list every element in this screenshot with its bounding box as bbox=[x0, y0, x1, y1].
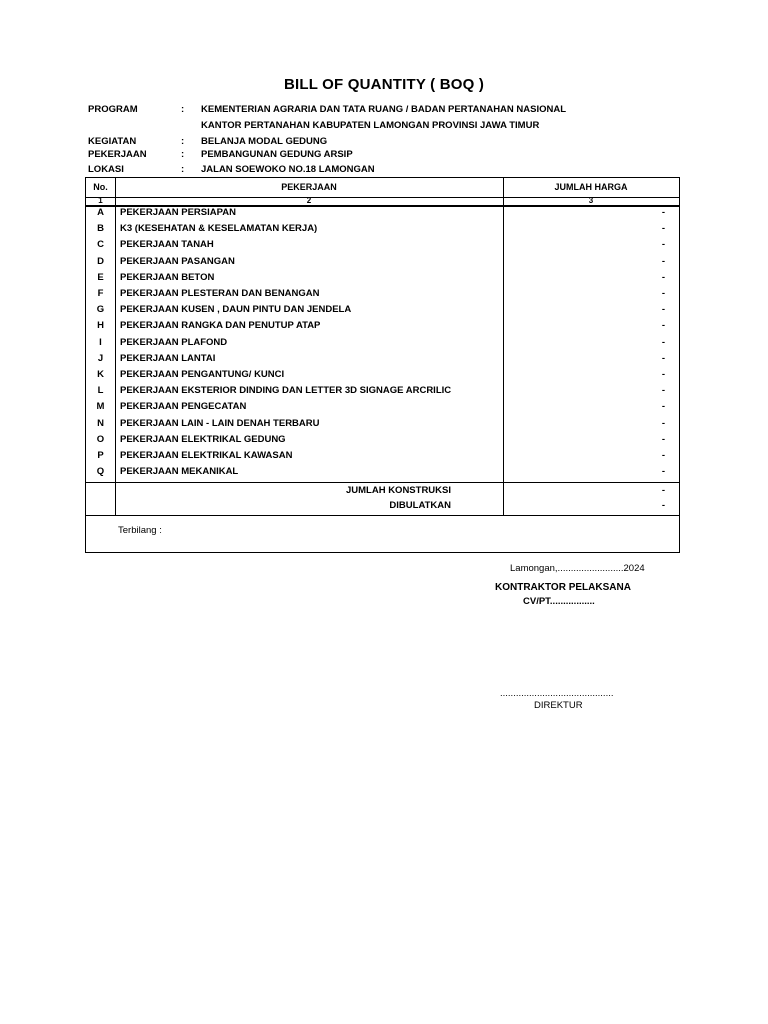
table-row bbox=[86, 432, 679, 448]
info-value: KEMENTERIAN AGRARIA DAN TATA RUANG / BADAN PERTANAHAN NASIONAL bbox=[201, 104, 567, 115]
info-value: BELANJA MODAL GEDUNG bbox=[201, 136, 328, 147]
row-value: - bbox=[661, 450, 665, 461]
table-row bbox=[86, 302, 679, 318]
row-value: - bbox=[661, 401, 665, 413]
place-date: Lamongan,.........................2024 bbox=[510, 563, 645, 574]
row-value: - bbox=[661, 271, 665, 283]
director-title: DIREKTUR bbox=[534, 700, 583, 711]
row-code: N bbox=[97, 417, 104, 429]
jumlah-konstruksi-label: JUMLAH KONSTRUKSI bbox=[345, 485, 451, 496]
row-name: PEKERJAAN EKSTERIOR DINDING DAN LETTER 3D SIGNAGE ARCRILIC bbox=[120, 385, 452, 397]
row-name: PEKERJAAN PENGECATAN bbox=[120, 401, 247, 413]
info-label: KEGIATAN bbox=[88, 136, 137, 147]
row-name: PEKERJAAN ELEKTRIKAL GEDUNG bbox=[120, 433, 286, 445]
info-colon: : bbox=[181, 164, 185, 175]
row-code: A bbox=[97, 207, 104, 218]
contractor-company: CV/PT................. bbox=[523, 596, 595, 607]
table-row bbox=[86, 286, 679, 302]
row-code: D bbox=[97, 255, 104, 267]
table-row bbox=[86, 237, 679, 253]
row-value: - bbox=[661, 207, 665, 218]
header-jumlah-harga: JUMLAH HARGA bbox=[554, 182, 628, 192]
row-name: PEKERJAAN PASANGAN bbox=[120, 255, 235, 267]
row-value: - bbox=[661, 433, 665, 445]
table-row bbox=[86, 399, 679, 415]
header-no: No. bbox=[93, 182, 108, 192]
terbilang-divider bbox=[86, 515, 679, 516]
table-row bbox=[86, 464, 679, 480]
info-colon: : bbox=[181, 149, 185, 160]
row-value: - bbox=[661, 385, 665, 397]
table-row bbox=[86, 383, 679, 399]
row-code: E bbox=[97, 271, 104, 283]
row-name: K3 (KESEHATAN & KESELAMATAN KERJA) bbox=[120, 223, 318, 235]
row-code: L bbox=[97, 385, 104, 397]
row-code: B bbox=[97, 223, 104, 235]
row-code: K bbox=[97, 369, 104, 380]
row-name: PEKERJAAN PLESTERAN DAN BENANGAN bbox=[120, 288, 320, 299]
info-colon: : bbox=[181, 104, 185, 115]
row-value: - bbox=[661, 320, 665, 332]
table-row bbox=[86, 205, 679, 221]
row-name: PEKERJAAN ELEKTRIKAL KAWASAN bbox=[120, 450, 293, 461]
row-name: PEKERJAAN LAIN - LAIN DENAH TERBARU bbox=[120, 417, 320, 429]
row-code: M bbox=[96, 401, 105, 413]
dibulatkan-value: - bbox=[661, 500, 665, 511]
info-label: LOKASI bbox=[88, 164, 124, 175]
row-value: - bbox=[661, 255, 665, 267]
document-title: BILL OF QUANTITY ( BOQ ) bbox=[283, 76, 485, 93]
row-name: PEKERJAAN RANGKA DAN PENUTUP ATAP bbox=[120, 320, 321, 332]
info-value: JALAN SOEWOKO NO.18 LAMONGAN bbox=[201, 164, 375, 175]
table-row bbox=[86, 416, 679, 432]
row-code: H bbox=[97, 320, 104, 332]
row-value: - bbox=[661, 369, 665, 380]
header-pekerjaan: PEKERJAAN bbox=[281, 182, 337, 192]
boq-table bbox=[85, 177, 680, 553]
row-value: - bbox=[661, 336, 665, 348]
colnum-1: 1 bbox=[98, 196, 103, 205]
info-colon: : bbox=[181, 136, 185, 147]
row-code: P bbox=[97, 450, 104, 461]
contractor-role: KONTRAKTOR PELAKSANA bbox=[495, 582, 631, 593]
info-value: PEMBANGUNAN GEDUNG ARSIP bbox=[201, 149, 353, 160]
row-name: PEKERJAAN PENGANTUNG/ KUNCI bbox=[120, 369, 285, 380]
row-value: - bbox=[661, 466, 665, 478]
row-value: - bbox=[661, 239, 665, 251]
terbilang-label: Terbilang : bbox=[118, 525, 162, 536]
row-name: PEKERJAAN BETON bbox=[120, 271, 215, 283]
dibulatkan-label: DIBULATKAN bbox=[389, 500, 451, 511]
info-label: PROGRAM bbox=[88, 104, 138, 115]
row-code: F bbox=[97, 288, 104, 299]
table-row bbox=[86, 318, 679, 334]
info-value: KANTOR PERTANAHAN KABUPATEN LAMONGAN PROVINSI JAWA TIMUR bbox=[201, 120, 540, 131]
row-code: G bbox=[96, 304, 105, 316]
jumlah-konstruksi-value: - bbox=[661, 485, 665, 496]
table-row bbox=[86, 254, 679, 270]
row-name: PEKERJAAN KUSEN , DAUN PINTU DAN JENDELA bbox=[120, 304, 352, 316]
row-code: J bbox=[97, 352, 104, 364]
info-label: PEKERJAAN bbox=[88, 149, 147, 160]
table-row bbox=[86, 367, 679, 383]
row-code: C bbox=[97, 239, 104, 251]
row-code: O bbox=[96, 433, 105, 445]
row-name: PEKERJAAN TANAH bbox=[120, 239, 214, 251]
colnum-3: 3 bbox=[588, 196, 594, 205]
colnum-2: 2 bbox=[306, 196, 312, 205]
row-value: - bbox=[661, 304, 665, 316]
row-name: PEKERJAAN PERSIAPAN bbox=[120, 207, 236, 218]
row-value: - bbox=[661, 223, 665, 235]
row-name: PEKERJAAN PLAFOND bbox=[120, 336, 228, 348]
table-row bbox=[86, 448, 679, 464]
row-code: Q bbox=[96, 466, 105, 478]
table-row bbox=[86, 335, 679, 351]
row-value: - bbox=[661, 417, 665, 429]
row-code: I bbox=[99, 336, 102, 348]
table-row bbox=[86, 270, 679, 286]
row-value: - bbox=[661, 288, 665, 299]
row-value: - bbox=[661, 352, 665, 364]
row-name: PEKERJAAN LANTAI bbox=[120, 352, 216, 364]
table-row bbox=[86, 351, 679, 367]
summary-divider bbox=[86, 482, 679, 483]
signature-line: ........................................... bbox=[500, 688, 614, 699]
table-row bbox=[86, 221, 679, 237]
row-name: PEKERJAAN MEKANIKAL bbox=[120, 466, 239, 478]
